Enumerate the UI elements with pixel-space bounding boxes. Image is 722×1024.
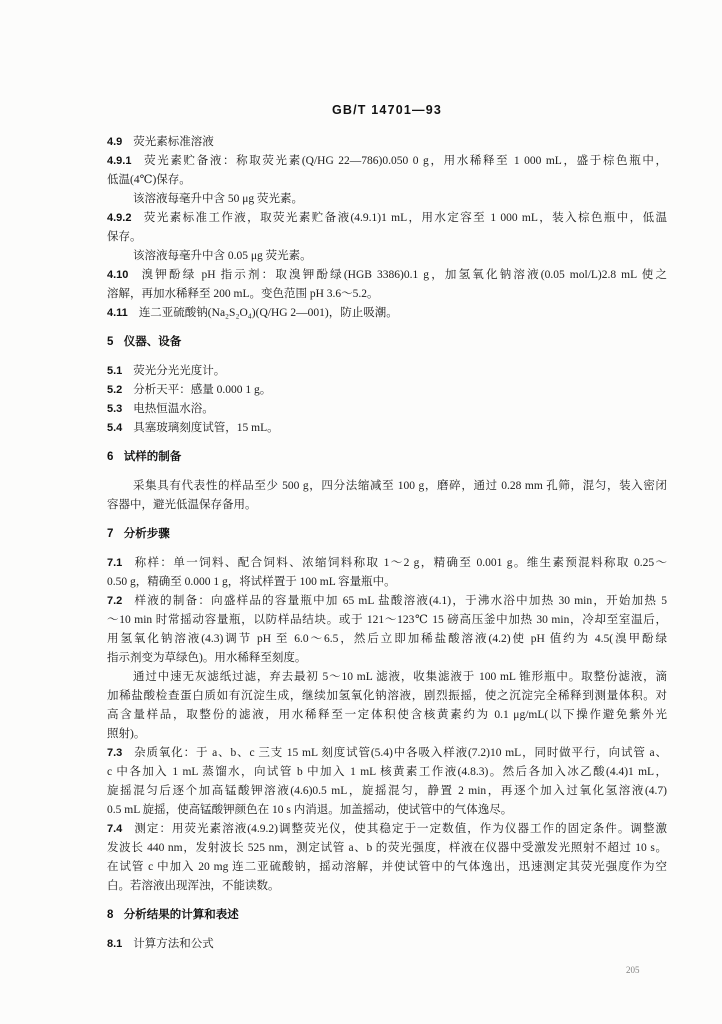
paragraph-line: 通过中速无灰滤纸过滤，弃去最初 5～10 mL 滤液，收集滤液于 100 mL 锥形瓶中。取整份滤液，滴 <box>133 671 667 683</box>
clause-line: 0.50 g，精确至 0.000 1 g，将试样置于 100 mL 容量瓶中。 <box>107 576 396 588</box>
clause-line: 旋摇混匀后逐个加高锰酸钾溶液(4.6)0.5 mL，旋摇混匀，静置 2 min，再逐个加入过氧化氢溶液(4.7) <box>107 785 667 797</box>
section-number: 6 <box>107 451 114 463</box>
clause-5-2 <box>107 381 667 400</box>
paragraph-line: 照射)。 <box>107 728 146 740</box>
clause-7-3 <box>107 744 667 820</box>
paragraph-line: 加稀盐酸检查蛋白质如有沉淀生成，继续加氢氧化钠溶液，剧烈振摇，使之沉淀完全稀释到测量体积。对 <box>107 690 667 702</box>
clause-text: 荧光素贮备液：称取荧光素(Q/HG 22—786)0.050 0 g，用水稀释至 1 000 mL，盛于棕色瓶中， <box>142 155 667 167</box>
clause-7-4 <box>107 820 667 896</box>
clause-text: 连二亚硫酸钠(Na₂S₂O₄)(Q/HG 2—001)，防止吸潮。 <box>138 307 398 319</box>
section-title: 分析步骤 <box>123 528 170 540</box>
clause-7-2 <box>107 592 667 744</box>
clause-line: 指示剂变为草绿色)。用水稀释至刻度。 <box>107 652 307 664</box>
clause-title: 计算方法和公式 <box>133 938 214 950</box>
clause-line: 0.5 mL 旋摇，使高锰酸钾颜色在 10 s 内消退。加盖摇动，使试管中的气体逸尽。 <box>107 804 513 816</box>
clause-line: 发波长 440 nm，发射波长 525 nm，测定试管 a、b 的荧光强度，样液在仪器中受激发光照射不超过 10 s。 <box>107 842 667 854</box>
section-number: 5 <box>107 336 114 348</box>
clause-number: 4.11 <box>107 307 128 319</box>
clause-number: 4.9.1 <box>107 155 132 167</box>
section-number: 8 <box>107 909 114 921</box>
page-number: 205 <box>626 965 640 975</box>
clause-number: 4.9.2 <box>107 212 132 224</box>
clause-line: ～10 min 时常摇动容量瓶，以防样品结块。或于 121～123℃ 15 磅高压釜中加热 30 min，冷却至室温后， <box>107 614 667 626</box>
paragraph-line: 容器中，避光低温保存备用。 <box>107 499 257 511</box>
clause-number: 5.3 <box>107 403 123 415</box>
section-title: 分析结果的计算和表述 <box>123 909 239 921</box>
clause-number: 8.1 <box>107 938 123 950</box>
sample-preparation-paragraph <box>107 477 667 515</box>
clause-line <box>107 820 667 839</box>
clause-4-9 <box>107 133 667 152</box>
section-heading-7 <box>107 525 667 544</box>
clause-line <box>107 592 667 611</box>
clause-line <box>107 133 667 152</box>
section-number: 7 <box>107 528 114 540</box>
clause-line: c 中各加入 1 mL 蒸馏水，向试管 b 中加入 1 mL 核黄素工作液(4.8.3)。然后各加入冰乙酸(4.4)1 mL， <box>107 766 667 778</box>
section-heading-6 <box>107 448 667 467</box>
clause-5-3 <box>107 400 667 419</box>
clause-number: 5.2 <box>107 384 123 396</box>
clause-text: 样液的制备：向盛样品的容量瓶中加 65 mL 盐酸溶液(4.1)，于沸水浴中加热 30 min，开始加热 5 <box>133 595 667 607</box>
section-title: 试样的制备 <box>123 451 182 463</box>
clause-number: 7.4 <box>107 823 123 835</box>
clause-number: 5.4 <box>107 422 123 434</box>
clause-text: 具塞玻璃刻度试管，15 mL。 <box>133 422 279 434</box>
clause-number: 7.1 <box>107 557 123 569</box>
clause-line <box>107 304 667 323</box>
clause-number: 4.9 <box>107 136 123 148</box>
paragraph-line: 采集具有代表性的样品至少 500 g，四分法缩减至 100 g，磨碎，通过 0.28 mm 孔筛，混匀，装入密闭 <box>133 480 667 492</box>
clause-line <box>107 209 667 228</box>
clause-line: 低温(4℃)保存。 <box>107 174 191 186</box>
clause-line: 溶解，再加水稀释至 200 mL。变色范围 pH 3.6～5.2。 <box>107 288 379 300</box>
section-heading-5 <box>107 333 667 352</box>
clause-4-9-1 <box>107 152 667 209</box>
clause-4-10 <box>107 266 667 304</box>
clause-text: 分析天平：感量 0.000 1 g。 <box>133 384 272 396</box>
clause-number: 5.1 <box>107 365 123 377</box>
clause-5-1 <box>107 362 667 381</box>
clause-5-4 <box>107 419 667 438</box>
clause-4-11 <box>107 304 667 323</box>
clause-line <box>107 266 667 285</box>
clause-line: 在试管 c 中加入 20 mg 连二亚硫酸钠，摇动溶解，并使试管中的气体逸出，迅速测定其荧光强度作为空 <box>107 861 667 873</box>
clause-text: 荧光分光光度计。 <box>133 365 226 377</box>
paragraph-line: 高含量样品，取整份的滤液，用水稀释至一定体积使含核黄素约为 0.1 μg/mL(以下操作避免紫外光 <box>107 709 667 721</box>
note-paragraph: 该溶液每毫升中含 0.05 μg 荧光素。 <box>133 250 312 262</box>
clause-text: 测定：用荧光素溶液(4.9.2)调整荧光仪，使其稳定于一定数值，作为仪器工作的固定条件。调整激 <box>133 823 667 835</box>
clause-title: 荧光素标准溶液 <box>133 136 214 148</box>
clause-text: 荧光素标准工作液，取荧光素贮备液(4.9.1)1 mL，用水定容至 1 000 mL，装入棕色瓶中，低温 <box>142 212 667 224</box>
clause-text: 杂质氧化：于 a、b、c 三支 15 mL 刻度试管(5.4)中各吸入样液(7.2)10 mL，同时做平行，向试管 a、 <box>133 747 667 759</box>
note-paragraph: 该溶液每毫升中含 50 μg 荧光素。 <box>133 193 304 205</box>
clause-4-9-2 <box>107 209 667 266</box>
clause-text: 溴钾酚绿 pH 指示剂：取溴钾酚绿(HGB 3386)0.1 g，加氢氧化钠溶液(0.05 mol/L)2.8 mL 使之 <box>139 269 667 281</box>
clause-line <box>107 744 667 763</box>
clause-number: 4.10 <box>107 269 129 281</box>
clause-number: 7.3 <box>107 747 123 759</box>
clause-8-1 <box>107 935 667 954</box>
clause-line: 用氢氧化钠溶液(4.3)调节 pH 至 6.0～6.5，然后立即加稀盐酸溶液(4.2)使 pH 值约为 4.5(溴甲酚绿 <box>107 633 667 645</box>
document-body <box>107 133 667 954</box>
clause-line: 白。若溶液出现浑浊，不能读数。 <box>107 880 280 892</box>
clause-text: 电热恒温水浴。 <box>133 403 214 415</box>
standard-number-header: GB/T 14701—93 <box>331 103 443 117</box>
clause-line <box>107 152 667 171</box>
clause-line: 保存。 <box>107 231 142 243</box>
clause-7-1 <box>107 554 667 592</box>
clause-line <box>107 554 667 573</box>
section-title: 仪器、设备 <box>123 336 182 348</box>
section-heading-8 <box>107 906 667 925</box>
clause-number: 7.2 <box>107 595 123 607</box>
clause-text: 称样：单一饲料、配合饲料、浓缩饲料称取 1～2 g，精确至 0.001 g。维生素预混料称取 0.25～ <box>133 557 667 569</box>
